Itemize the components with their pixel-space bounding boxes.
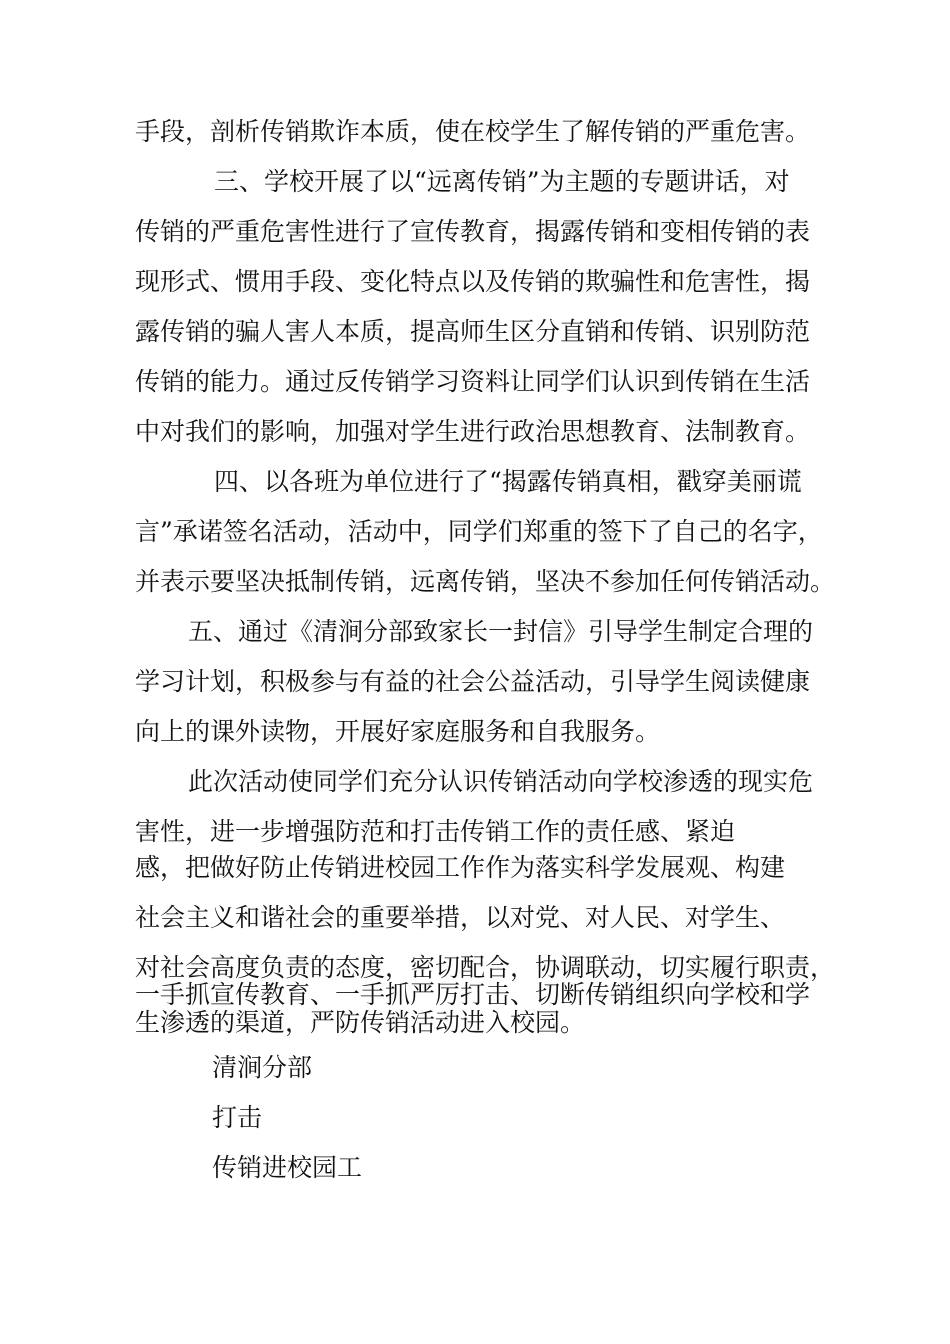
text-line-13: 向上的课外读物，开展好家庭服务和自我服务。 bbox=[135, 717, 661, 746]
signature-line-1: 清涧分部 bbox=[212, 1053, 313, 1082]
text-line-19: 一手抓宣传教育、一手抓严厉打击、切断传销组织向学校和学 bbox=[135, 980, 811, 1009]
text-line-9: 言”承诺签名活动，活动中，同学们郑重的签下了自己的名字， bbox=[135, 517, 823, 546]
text-line-17: 社会主义和谐社会的重要举措，以对党、对人民、对学生、 bbox=[135, 903, 786, 932]
text-line-11: 五、通过《清涧分部致家长一封信》引导学生制定合理的 bbox=[188, 617, 814, 646]
text-line-15: 害性，进一步增强防范和打击传销工作的责任感、紧迫 bbox=[135, 817, 736, 846]
text-line-16: 感，把做好防止传销进校园工作作为落实科学发展观、构建 bbox=[135, 853, 786, 882]
text-line-5: 露传销的骗人害人本质，提高师生区分直销和传销、识别防范 bbox=[135, 317, 811, 346]
text-line-14: 此次活动使同学们充分认识传销活动向学校渗透的现实危 bbox=[188, 767, 814, 796]
signature-line-2: 打击 bbox=[212, 1103, 263, 1132]
text-line-6: 传销的能力。通过反传销学习资料让同学们认识到传销在生活 bbox=[135, 367, 811, 396]
text-line-20: 生渗透的渠道，严防传销活动进入校园。 bbox=[135, 1008, 586, 1037]
signature-line-3: 传销进校园工 bbox=[212, 1153, 363, 1182]
text-line-18: 对社会高度负责的态度，密切配合，协调联动，切实履行职责， bbox=[135, 953, 836, 982]
text-line-8: 四、以各班为单位进行了“揭露传销真相，戳穿美丽谎 bbox=[214, 467, 802, 496]
text-line-7: 中对我们的影响，加强对学生进行政治思想教育、法制教育。 bbox=[135, 417, 811, 446]
text-line-10: 并表示要坚决抵制传销，远离传销，坚决不参加任何传销活动。 bbox=[135, 567, 836, 596]
text-line-2: 三、学校开展了以“远离传销”为主题的专题讲话，对 bbox=[214, 167, 790, 196]
text-line-1: 手段，剖析传销欺诈本质，使在校学生了解传销的严重危害。 bbox=[135, 117, 811, 146]
text-line-12: 学习计划，积极参与有益的社会公益活动，引导学生阅读健康 bbox=[135, 667, 811, 696]
text-line-3: 传销的严重危害性进行了宣传教育，揭露传销和变相传销的表 bbox=[135, 217, 811, 246]
text-line-4: 现形式、惯用手段、变化特点以及传销的欺骗性和危害性，揭 bbox=[135, 267, 811, 296]
